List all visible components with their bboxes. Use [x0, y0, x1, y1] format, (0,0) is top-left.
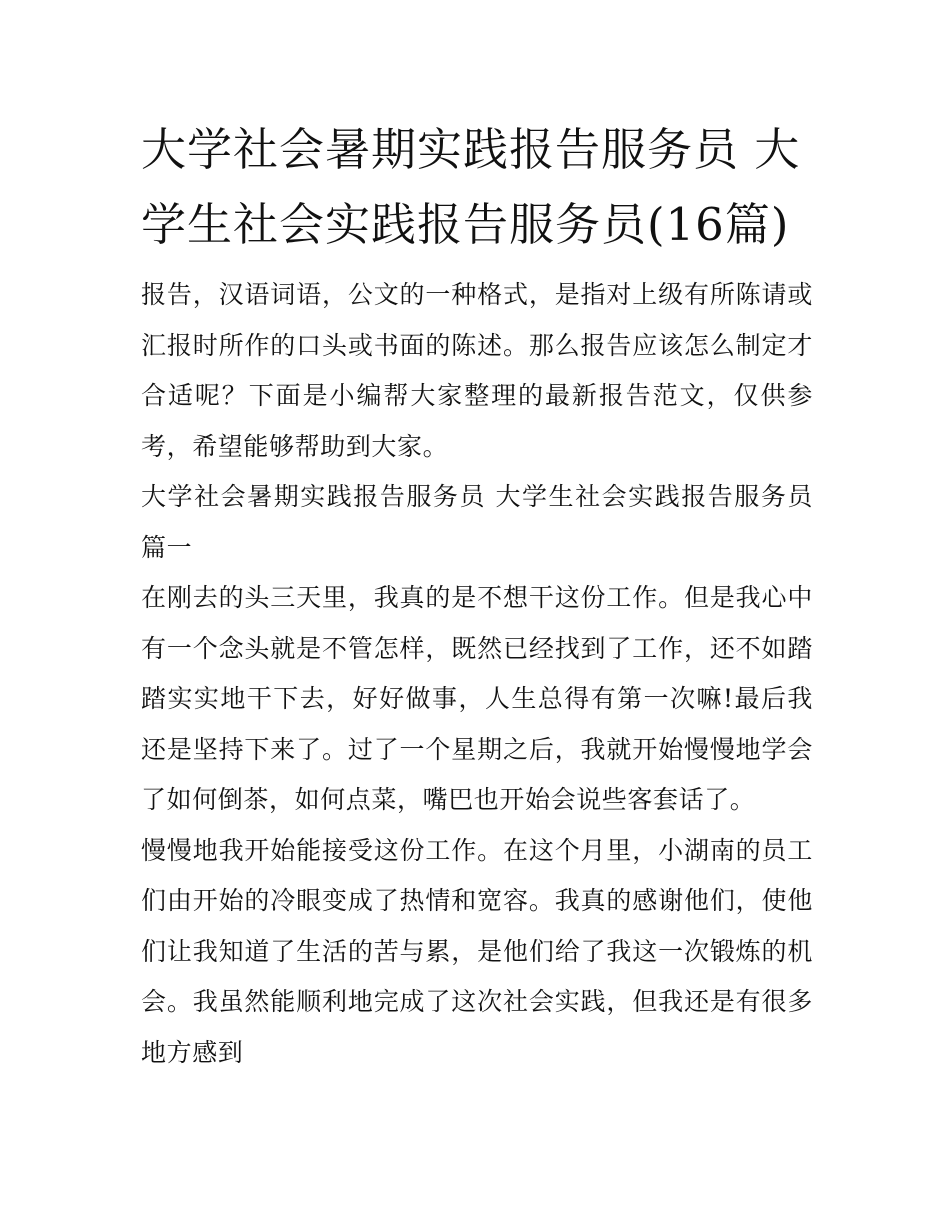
body-paragraph: 在刚去的头三天里，我真的是不想干这份工作。但是我心中有一个念头就是不管怎样，既然已经找到了工作，还不如踏踏实实地干下去，好好做事，人生总得有第一次嘛!最后我还是坚持下来了。过了一个星期之后，我就开始慢慢地学会了如何倒茶，如何点菜，嘴巴也开始会说些客套话了。 — [141, 583, 813, 814]
intro-paragraph: 报告，汉语词语，公文的一种格式，是指对上级有所陈请或汇报时所作的口头或书面的陈述。那么报告应该怎么制定才合适呢？下面是小编帮大家整理的最新报告范文，仅供参考，希望能够帮助到大家。 — [141, 280, 813, 461]
body-paragraph: 慢慢地我开始能接受这份工作。在这个月里，小湖南的员工们由开始的冷眼变成了热情和宽容。我真的感谢他们，使他们让我知道了生活的苦与累，是他们给了我这一次锻炼的机会。我虽然能顺利地完成了这次社会实践，但我还是有很多地方感到 — [141, 835, 813, 1067]
section-heading: 大学社会暑期实践报告服务员 大学生社会实践报告服务员篇一 — [141, 482, 813, 562]
document-title: 大学社会暑期实践报告服务员 大学生社会实践报告服务员(16篇) — [141, 123, 801, 251]
document-page — [141, 112, 813, 1078]
